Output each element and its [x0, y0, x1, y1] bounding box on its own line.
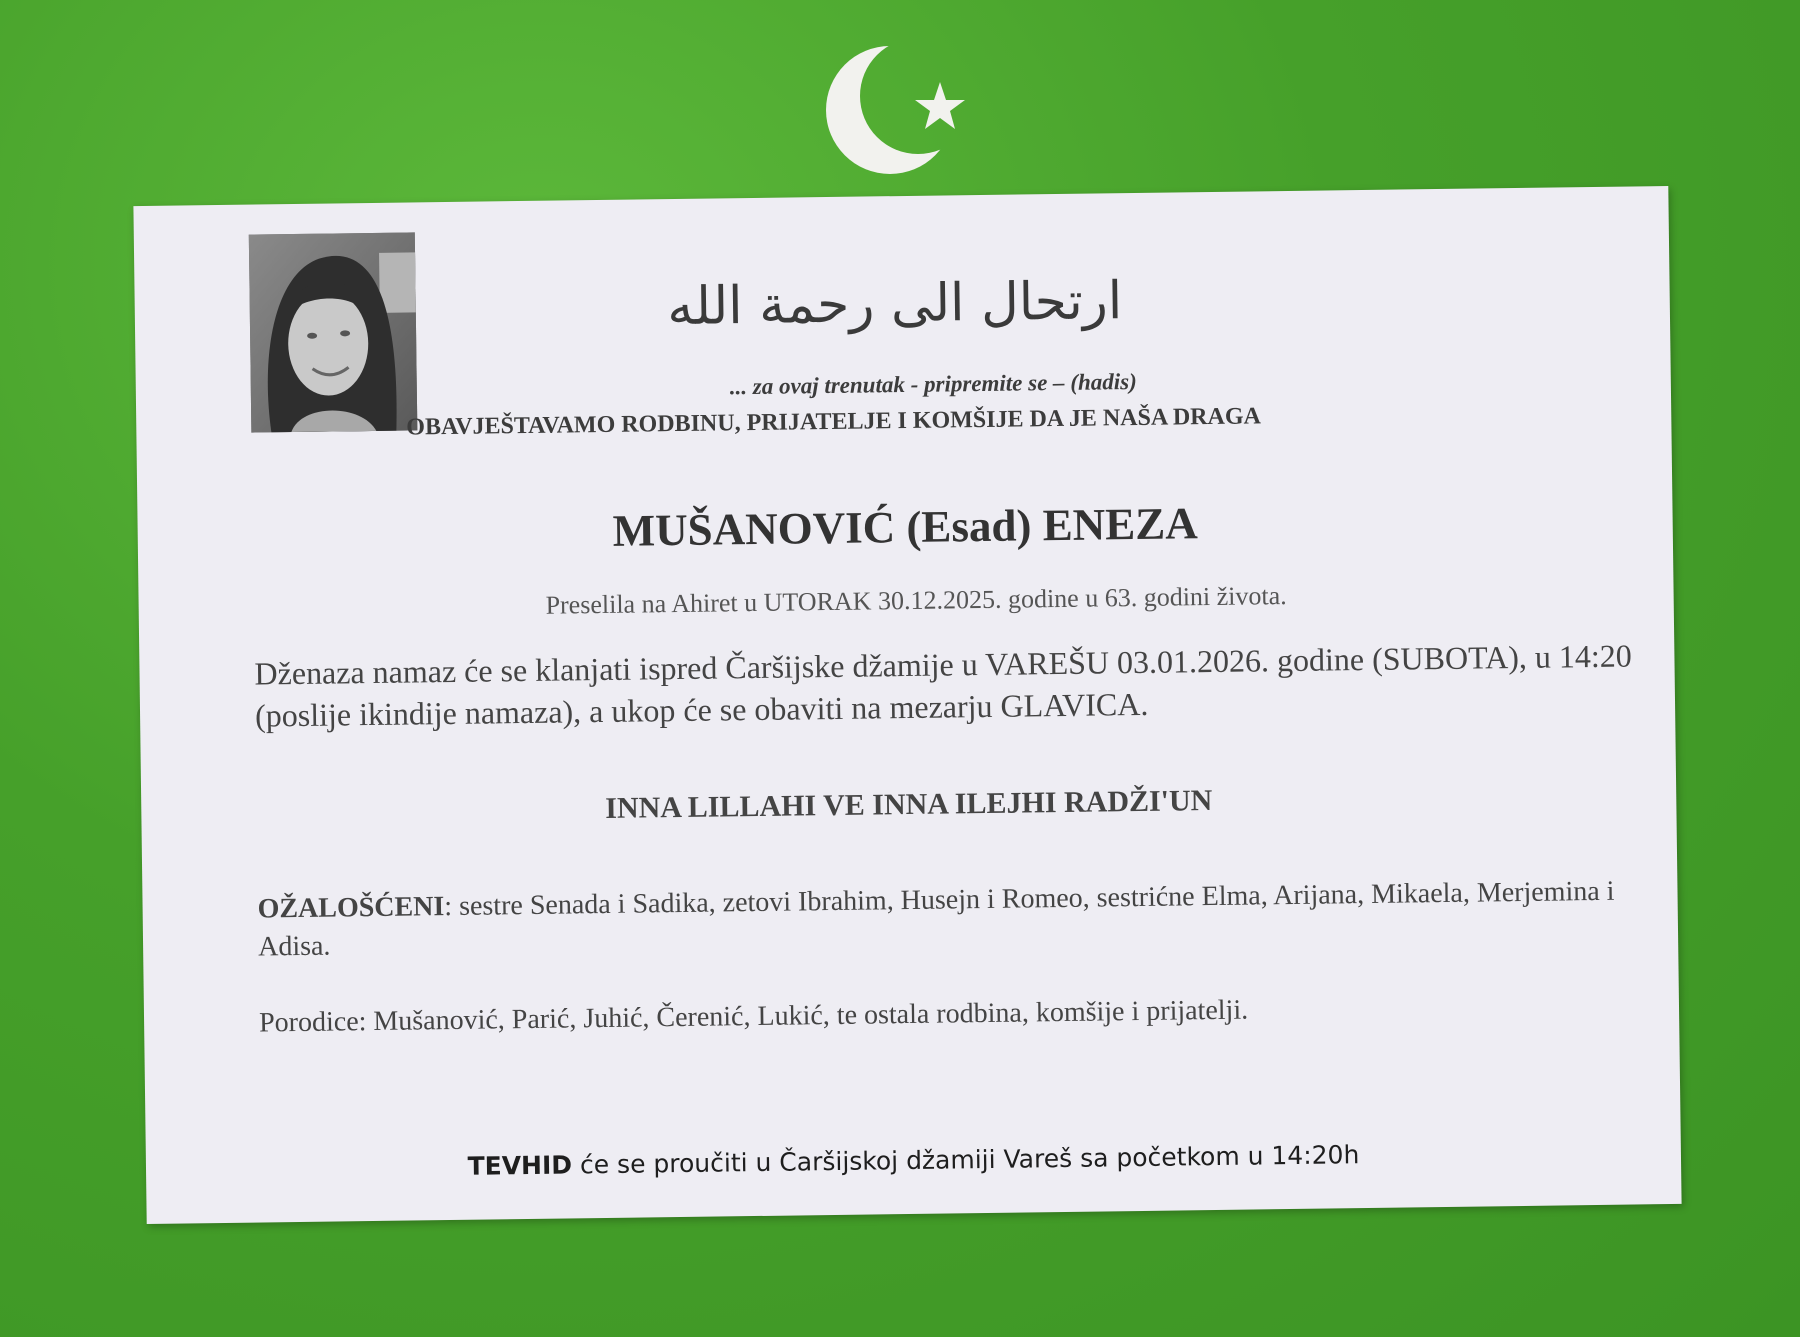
mourners-label: OŽALOŠĆENI: [257, 891, 445, 925]
svg-text:ارتحال الى رحمة الله: ارتحال الى رحمة الله: [666, 271, 1123, 338]
funeral-notice: [133, 186, 1681, 1224]
tevhid-text: će se proučiti u Čaršijskoj džamiji Vareš sa početkom u 14:20h: [571, 1140, 1360, 1180]
announcement-line: OBAVJEŠTAVAMO RODBINU, PRIJATELJE I KOMŠIJE DA JE NAŠA DRAGA: [406, 403, 1262, 441]
deceased-name: MUŠANOVIĆ (Esad) ENEZA: [612, 498, 1199, 556]
crescent-and-star-icon: [820, 30, 990, 180]
tevhid-label: TEVHID: [467, 1150, 573, 1181]
dzenaza-paragraph: Dženaza namaz će se klanjati ispred Čaršijske džamije u VAREŠU 03.01.2026. godine (SUBOTA), u 14:20 (poslije ikindije namaza), a ukop će se obaviti na mezarju GLAVICA.: [254, 637, 1632, 734]
passed-away-line: Preselila na Ahiret u UTORAK 30.12.2025. godine u 63. godini života.: [545, 581, 1287, 620]
mourners-paragraph: [257, 872, 1658, 966]
hadis-quote: ... za ovaj trenutak - pripremite se – (hadis): [729, 368, 1137, 400]
families-paragraph: Porodice: Mušanović, Parić, Juhić, Čerenić, Lukić, te ostala rodbina, komšije i prijatelji.: [258, 994, 1249, 1039]
inna-lillahi-line: INNA LILLAHI VE INNA ILEJHI RADŽI'UN: [605, 784, 1213, 825]
arabic-calligraphy: [666, 224, 1123, 369]
mourners-text: : sestre Senada i Sadika, zetovi Ibrahim, Husejn i Romeo, sestrićne Elma, Arijana, Mikaela, Merjemina i Adisa.: [257, 875, 1615, 963]
tevhid-line: [146, 1136, 1681, 1185]
